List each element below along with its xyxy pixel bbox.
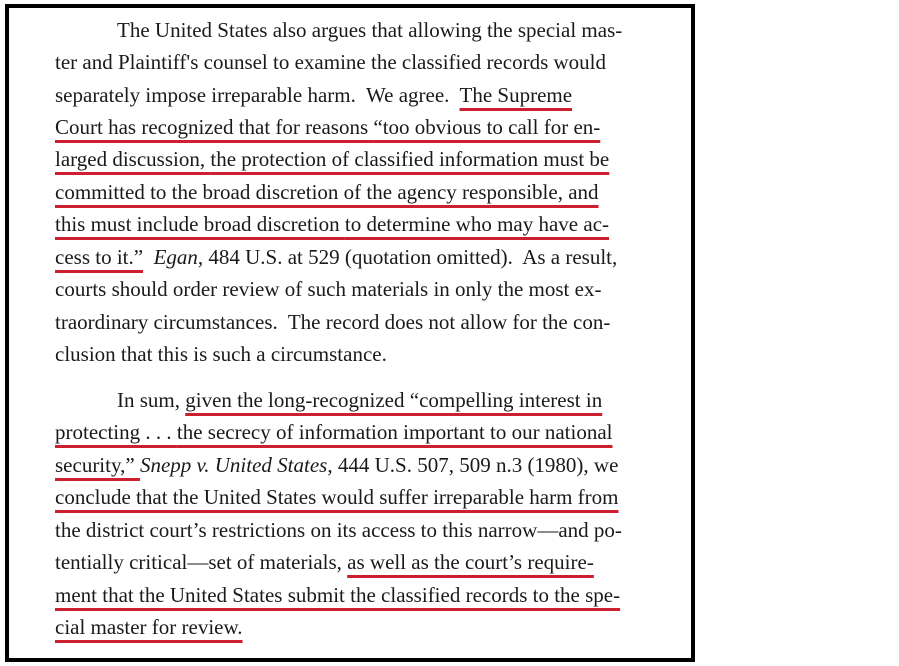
text-line [55, 485, 619, 517]
text-run: the district court’s restrictions on its access to this narrow—and po- [55, 518, 622, 542]
highlighted-text: cess to it.” [55, 245, 144, 269]
text-line [55, 115, 600, 147]
highlighted-text: the secrecy of information important to our national [176, 420, 613, 444]
highlighted-text: “too obvious to call for en- [373, 115, 601, 139]
text-line [55, 615, 243, 647]
text-line [55, 420, 613, 452]
text-line [55, 147, 609, 179]
text-line [117, 18, 622, 50]
highlighted-text: given the long-recognized “compelling interest in [185, 388, 603, 412]
text-run: ter and Plaintiff's counsel to examine the classified records would [55, 50, 606, 74]
text-run: courts should order review of such materials in only the most ex- [55, 277, 602, 301]
text-line [55, 550, 594, 582]
text-line [55, 310, 610, 342]
text-line [55, 50, 606, 82]
case-citation: Snepp v. United States [139, 453, 328, 477]
text-run: , 484 U.S. at 529 (quotation omitted). As a result, [197, 245, 618, 269]
highlighted-text: to determine who may have ac- [344, 212, 610, 236]
text-line [55, 180, 599, 212]
text-run: , 444 U.S. 507, 509 n.3 (1980), we [327, 453, 619, 477]
text-run: separately impose irreparable harm. We agree. [55, 83, 460, 107]
highlighted-text: conclude that the United States would suffer irreparable harm from [55, 485, 619, 509]
highlighted-text: protecting . . . [55, 420, 177, 444]
highlighted-text: cial master for review. [55, 615, 243, 639]
text-run: tentially critical—set of materials, [55, 550, 348, 574]
text-run: traordinary circumstances. The record does not allow for the con- [55, 310, 611, 334]
text-line [55, 83, 572, 115]
text-run: clusion that this is such a circumstance. [55, 342, 387, 366]
highlighted-text: security,” [55, 453, 140, 477]
highlighted-text: larged discussion, [55, 147, 211, 171]
text-run [143, 245, 154, 269]
highlighted-text: as well as the court’s require- [347, 550, 594, 574]
highlighted-text: Court has recognized that for reasons [55, 115, 374, 139]
text-line [55, 342, 387, 374]
text-run: In sum, [117, 388, 186, 412]
highlighted-text: The Supreme [459, 83, 573, 107]
text-line [55, 583, 620, 615]
text-line [117, 388, 602, 420]
text-line [55, 518, 622, 550]
highlighted-text: this must include broad discretion [55, 212, 345, 236]
highlighted-text: committed to the broad discretion of the agency responsible, and [55, 180, 599, 204]
text-line [55, 277, 601, 309]
case-citation: Egan [153, 245, 198, 269]
text-line [55, 453, 618, 485]
highlighted-text: the protection of classified information must be [210, 147, 610, 171]
text-run: The United States also argues that allowing the special mas- [117, 18, 623, 42]
document-frame [5, 4, 695, 662]
highlighted-text: ment that the United States submit the classified records to the spe- [55, 583, 621, 607]
text-line [55, 245, 617, 277]
text-line [55, 212, 609, 244]
